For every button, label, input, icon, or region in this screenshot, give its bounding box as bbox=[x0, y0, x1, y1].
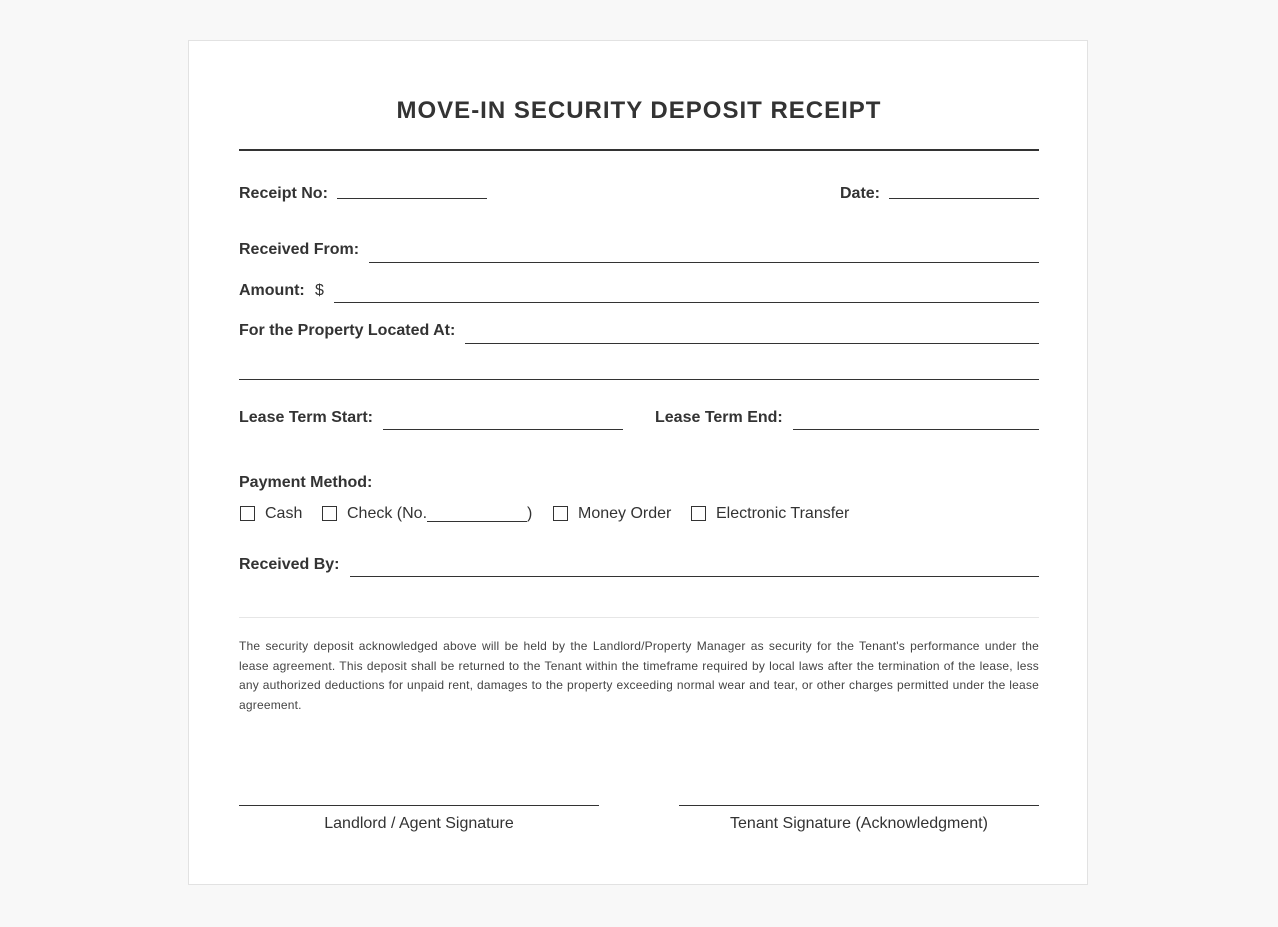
check-option-label: Check (No. bbox=[347, 505, 428, 522]
title-divider bbox=[239, 149, 1039, 151]
money-order-option-label: Money Order bbox=[578, 505, 672, 522]
lease-start-label: Lease Term Start: bbox=[239, 409, 373, 426]
money-order-checkbox[interactable] bbox=[553, 506, 568, 521]
payment-method-label: Payment Method: bbox=[239, 474, 373, 491]
check-option-close-paren: ) bbox=[527, 505, 533, 522]
electronic-transfer-checkbox[interactable] bbox=[691, 506, 706, 521]
date-label: Date: bbox=[840, 185, 881, 202]
receipt-no-field[interactable] bbox=[337, 198, 487, 199]
landlord-signature-caption: Landlord / Agent Signature bbox=[324, 815, 514, 832]
property-address-field-line1[interactable] bbox=[465, 343, 1039, 344]
section-divider bbox=[239, 617, 1039, 618]
receipt-no-label: Receipt No: bbox=[239, 185, 328, 202]
received-by-label: Received By: bbox=[239, 556, 340, 573]
amount-field[interactable] bbox=[334, 302, 1039, 303]
electronic-transfer-option-label: Electronic Transfer bbox=[716, 505, 850, 522]
check-number-field[interactable] bbox=[427, 521, 527, 522]
lease-start-field[interactable] bbox=[383, 429, 623, 430]
received-from-field[interactable] bbox=[369, 262, 1039, 263]
check-checkbox[interactable] bbox=[322, 506, 337, 521]
lease-end-field[interactable] bbox=[793, 429, 1039, 430]
currency-symbol: $ bbox=[315, 282, 324, 299]
received-from-label: Received From: bbox=[239, 241, 360, 258]
tenant-signature-line[interactable] bbox=[679, 805, 1039, 806]
received-by-field[interactable] bbox=[350, 576, 1039, 577]
property-label: For the Property Located At: bbox=[239, 322, 456, 339]
disclaimer-text: The security deposit acknowledged above will be held by the Landlord/Property Manager as security for the Tenant's performance under the lease agreement. This deposit shall be returned to the Tenant within the timeframe required by local laws after the termination of the lease, less any authorized deductions for unpaid rent, damages to the property exceeding normal wear and tear, or other charges permitted under the lease agreement. bbox=[239, 639, 1039, 712]
landlord-signature-line[interactable] bbox=[239, 805, 599, 806]
tenant-signature-caption: Tenant Signature (Acknowledgment) bbox=[730, 815, 988, 832]
property-address-field-line2[interactable] bbox=[239, 379, 1039, 380]
cash-option-label: Cash bbox=[265, 505, 303, 522]
lease-end-label: Lease Term End: bbox=[655, 409, 783, 426]
date-field[interactable] bbox=[889, 198, 1039, 199]
receipt-form bbox=[188, 40, 1088, 885]
form-title: MOVE-IN SECURITY DEPOSIT RECEIPT bbox=[396, 97, 882, 124]
amount-label: Amount: bbox=[239, 282, 305, 299]
cash-checkbox[interactable] bbox=[240, 506, 255, 521]
